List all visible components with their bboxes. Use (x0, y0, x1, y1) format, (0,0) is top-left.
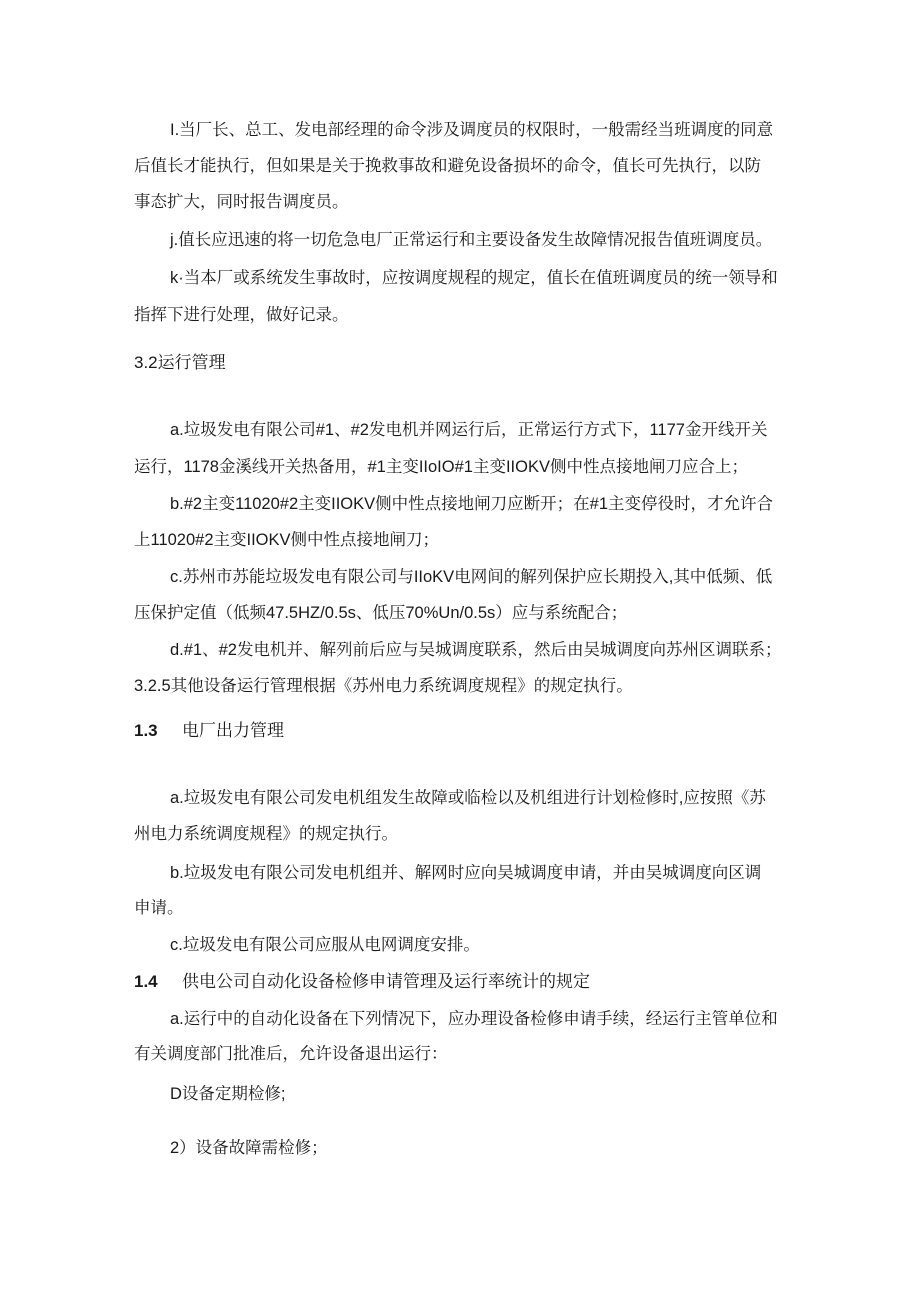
paragraph-1-3-a-line1: a.垃圾发电有限公司发电机组发生故障或临检以及机组进行计划检修时,应按照《苏 (170, 789, 766, 807)
paragraph-i-line2: 后值长才能执行，但如果是关于挽救事故和避免设备损坏的命令，值长可先执行，以防 (134, 157, 761, 175)
list-item-2: 2）设备故障需检修； (170, 1139, 328, 1157)
paragraph-1-3-c: c.垃圾发电有限公司应服从电网调度安排。 (170, 936, 480, 954)
paragraph-k-line1: k·当本厂或系统发生事故时，应按调度规程的规定，值长在值班调度员的统一领导和 (170, 269, 778, 287)
section-heading-1-4 (134, 971, 590, 993)
paragraph-1-4-a-line1: a.运行中的自动化设备在下列情况下，应办理设备检修申请手续，经运行主管单位和 (170, 1010, 778, 1028)
paragraph-3-2-c-line2: 压保护定值（低频47.5HZ/0.5s、低压70%Un/0.5s）应与系统配合； (134, 604, 628, 622)
paragraph-i-line3: 事态扩大，同时报告调度员。 (134, 193, 349, 211)
section-number: 1.3 (134, 721, 158, 740)
paragraph-j: j.值长应迅速的将一切危急电厂正常运行和主要设备发生故障情况报告值班调度员。 (170, 231, 773, 249)
paragraph-1-3-b-line2: 申请。 (134, 899, 184, 917)
section-number: 1.4 (134, 972, 158, 991)
paragraph-3-2-a-line1: a.垃圾发电有限公司#1、#2发电机并网运行后，正常运行方式下，1177金开线开关 (170, 421, 768, 439)
list-item-1: D设备定期检修; (170, 1085, 286, 1103)
paragraph-3-2-c-line1: c.苏州市苏能垃圾发电有限公司与IIoKV电网间的解列保护应长期投入,其中低频、低 (170, 568, 773, 586)
section-title: 供电公司自动化设备检修申请管理及运行率统计的规定 (182, 972, 590, 991)
paragraph-1-3-a-line2: 州电力系统调度规程》的规定执行。 (134, 825, 398, 843)
paragraph-3-2-d: d.#1、#2发电机并、解列前后应与吴城调度联系，然后由吴城调度向苏州区调联系； (170, 641, 782, 659)
paragraph-3-2-a-line2: 运行，1178金溪线开关热备用，#1主变IIoIO#1主变IIOKV侧中性点接地闸刀应合上； (134, 458, 748, 476)
section-title: 电厂出力管理 (182, 721, 284, 740)
paragraph-1-4-a-line2: 有关调度部门批准后，允许设备退出运行： (134, 1045, 448, 1063)
paragraph-k-line2: 指挥下进行处理，做好记录。 (134, 306, 349, 324)
paragraph-3-2-5: 3.2.5其他设备运行管理根据《苏州电力系统调度规程》的规定执行。 (134, 677, 633, 695)
paragraph-3-2-b-line2: 上11020#2主变IIOKV侧中性点接地闸刀； (134, 531, 440, 549)
paragraph-i-line1: I.当厂长、总工、发电部经理的命令涉及调度员的权限时，一般需经当班调度的同意 (170, 121, 774, 139)
paragraph-1-3-b-line1: b.垃圾发电有限公司发电机组并、解网时应向吴城调度申请，并由吴城调度向区调 (170, 864, 762, 882)
section-heading-1-3 (134, 720, 284, 742)
section-heading-3-2: 3.2运行管理 (134, 353, 226, 372)
paragraph-3-2-b-line1: b.#2主变11020#2主变IIOKV侧中性点接地闸刀应断开；在#1主变停役时，才允许合 (170, 495, 773, 513)
